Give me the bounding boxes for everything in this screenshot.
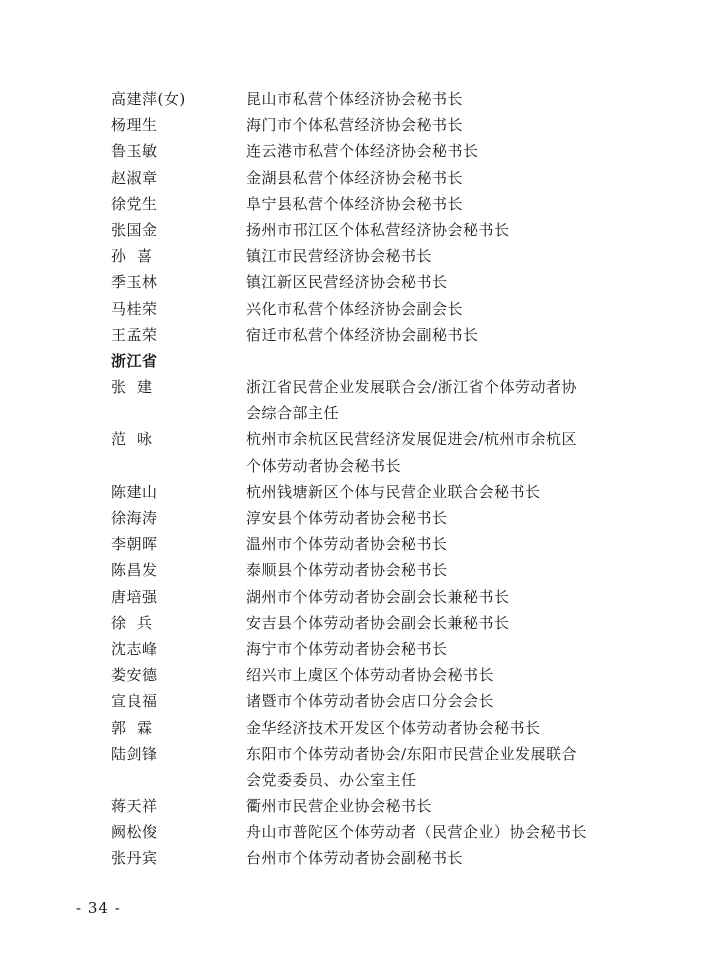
list-item xyxy=(0,819,720,845)
list-item xyxy=(0,505,720,531)
list-item xyxy=(0,531,720,557)
person-title-line: 宿迁市私营个体经济协会副秘书长 xyxy=(246,325,479,344)
name-list xyxy=(0,86,720,872)
person-title-line: 金湖县私营个体经济协会秘书长 xyxy=(246,168,464,187)
person-title-line: 绍兴市上虞区个体劳动者协会秘书长 xyxy=(246,666,495,685)
person-title xyxy=(246,138,608,164)
person-title-line: 会综合部主任 xyxy=(246,404,340,423)
person-title xyxy=(246,557,608,583)
person-title-line: 舟山市普陀区个体劳动者（民营企业）协会秘书长 xyxy=(246,823,588,842)
person-name: 阙松俊 xyxy=(111,823,158,842)
person-title-line: 安吉县个体劳动者协会副会长兼秘书长 xyxy=(246,613,510,632)
person-name: 沈志峰 xyxy=(111,639,158,658)
section-heading-label: 浙江省 xyxy=(111,351,158,370)
list-item xyxy=(0,845,720,871)
person-title-line: 泰顺县个体劳动者协会秘书长 xyxy=(246,561,448,580)
person-title-line: 昆山市私营个体经济协会秘书长 xyxy=(246,90,464,108)
list-item xyxy=(0,584,720,610)
person-name: 张 建 xyxy=(111,378,153,397)
person-title-line: 淳安县个体劳动者协会秘书长 xyxy=(246,509,448,528)
person-name: 杨理生 xyxy=(111,116,158,135)
person-title xyxy=(246,296,608,322)
person-title xyxy=(246,165,608,191)
person-name: 娄安德 xyxy=(111,666,158,685)
person-name: 宣良福 xyxy=(111,692,158,711)
list-item xyxy=(0,557,720,583)
person-title xyxy=(246,688,608,714)
person-title-line: 个体劳动者协会秘书长 xyxy=(246,456,402,475)
person-title-line: 衢州市民营企业协会秘书长 xyxy=(246,797,433,816)
person-title xyxy=(246,610,608,636)
person-title-line: 连云港市私营个体经济协会秘书长 xyxy=(246,142,479,161)
person-title xyxy=(246,479,608,505)
page-number: - 34 - xyxy=(76,899,121,917)
person-title-line: 湖州市个体劳动者协会副会长兼秘书长 xyxy=(246,587,510,606)
person-title xyxy=(246,531,608,557)
person-title xyxy=(246,112,608,138)
list-item xyxy=(0,243,720,269)
person-title-line: 镇江新区民营经济协会秘书长 xyxy=(246,273,448,292)
person-name: 徐海涛 xyxy=(111,509,158,528)
person-name: 范 咏 xyxy=(111,430,153,449)
person-title-line: 浙江省民营企业发展联合会/浙江省个体劳动者协 xyxy=(246,378,578,397)
list-item xyxy=(0,322,720,348)
person-title xyxy=(246,426,608,478)
person-name: 陈昌发 xyxy=(111,561,158,580)
person-title xyxy=(246,374,608,426)
list-item xyxy=(0,217,720,243)
list-item xyxy=(0,269,720,295)
person-title xyxy=(246,636,608,662)
person-name: 蒋天祥 xyxy=(111,797,158,816)
person-title-line: 金华经济技术开发区个体劳动者协会秘书长 xyxy=(246,718,541,737)
list-item xyxy=(0,138,720,164)
person-title xyxy=(246,584,608,610)
person-name: 马桂荣 xyxy=(111,299,158,318)
list-item xyxy=(0,741,720,793)
person-title-line: 会党委委员、办公室主任 xyxy=(246,770,417,789)
list-item xyxy=(0,86,720,112)
person-title xyxy=(246,505,608,531)
person-title-line: 扬州市邗江区个体私营经济协会秘书长 xyxy=(246,220,510,239)
person-title-line: 海宁市个体劳动者协会秘书长 xyxy=(246,639,448,658)
person-title-line: 海门市个体私营经济协会秘书长 xyxy=(246,116,464,135)
list-item xyxy=(0,688,720,714)
person-title-line: 阜宁县私营个体经济协会秘书长 xyxy=(246,194,464,213)
person-name: 高建萍(女) xyxy=(111,90,186,108)
person-title xyxy=(246,662,608,688)
person-title xyxy=(246,741,608,793)
list-item xyxy=(0,165,720,191)
person-title-line: 杭州钱塘新区个体与民营企业联合会秘书长 xyxy=(246,482,541,501)
list-item xyxy=(0,636,720,662)
person-title xyxy=(246,191,608,217)
person-title-line: 诸暨市个体劳动者协会店口分会会长 xyxy=(246,692,495,711)
section-heading xyxy=(0,348,720,374)
person-title-line: 杭州市余杭区民营经济发展促进会/杭州市余杭区 xyxy=(246,430,578,449)
person-title-line: 温州市个体劳动者协会秘书长 xyxy=(246,535,448,554)
person-title xyxy=(246,217,608,243)
person-name: 张国金 xyxy=(111,220,158,239)
person-title xyxy=(246,243,608,269)
person-name: 陆剑锋 xyxy=(111,744,158,763)
person-name: 唐培强 xyxy=(111,587,158,606)
person-name: 张丹宾 xyxy=(111,849,158,868)
list-item xyxy=(0,662,720,688)
person-title xyxy=(246,715,608,741)
person-name: 陈建山 xyxy=(111,482,158,501)
person-title xyxy=(246,845,608,871)
list-item xyxy=(0,426,720,478)
person-name: 王孟荣 xyxy=(111,325,158,344)
list-item xyxy=(0,191,720,217)
person-title xyxy=(246,793,608,819)
person-title-line: 兴化市私营个体经济协会副会长 xyxy=(246,299,464,318)
person-name: 鲁玉敏 xyxy=(111,142,158,161)
person-title xyxy=(246,269,608,295)
list-item xyxy=(0,374,720,426)
list-item xyxy=(0,715,720,741)
person-name: 孙 喜 xyxy=(111,247,153,266)
list-item xyxy=(0,793,720,819)
person-title xyxy=(246,819,608,845)
person-title-line: 台州市个体劳动者协会副秘书长 xyxy=(246,849,464,868)
person-name: 郭 霖 xyxy=(111,718,153,737)
person-name: 季玉林 xyxy=(111,273,158,292)
person-title xyxy=(246,86,608,112)
person-title xyxy=(246,322,608,348)
person-name: 李朝晖 xyxy=(111,535,158,554)
person-name: 赵淑章 xyxy=(111,168,158,187)
person-name: 徐 兵 xyxy=(111,613,153,632)
list-item xyxy=(0,610,720,636)
person-title-line: 东阳市个体劳动者协会/东阳市民营企业发展联合 xyxy=(246,744,578,763)
person-name: 徐党生 xyxy=(111,194,158,213)
list-item xyxy=(0,479,720,505)
list-item xyxy=(0,296,720,322)
list-item xyxy=(0,112,720,138)
person-title-line: 镇江市民营经济协会秘书长 xyxy=(246,247,433,266)
